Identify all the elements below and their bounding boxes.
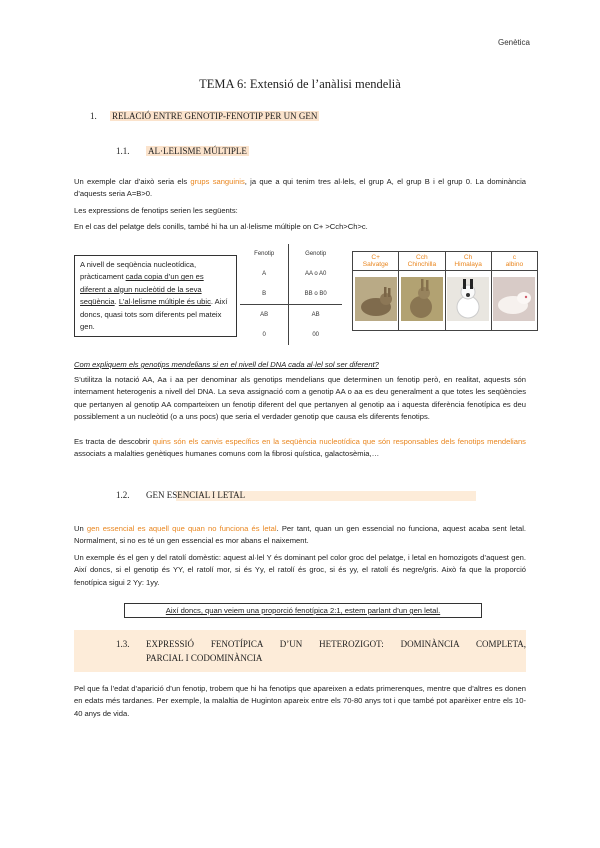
section-1-2-label: GEN ESENCIAL I LETAL bbox=[146, 490, 246, 500]
albino-rabbit-photo bbox=[491, 271, 537, 331]
phen-allele: Cch bbox=[416, 254, 428, 261]
section-1-2-number: 1.2. bbox=[116, 490, 130, 500]
phen-col-wild bbox=[353, 252, 399, 271]
question-heading: Com expliquem els genotips mendelians si en el nivell del DNA cada al·lel sol ser diferent? bbox=[74, 360, 379, 369]
box-text-c: . bbox=[114, 297, 119, 307]
box-text-a: A nivell de seqüència nucleotídica, pràcticament bbox=[80, 260, 197, 282]
section-1-3-label-line2: PARCIAL I CODOMINÀNCIA bbox=[146, 653, 263, 663]
conclusion-box bbox=[124, 603, 482, 618]
phen-col-himalaya bbox=[445, 252, 491, 271]
p5-text-a: Es tracta de descobrir bbox=[74, 437, 153, 446]
paragraph-expressions: Les expressions de fenotips serien les següents: bbox=[74, 206, 238, 215]
note-box-multiple-allelism bbox=[74, 255, 237, 337]
section-1-1-label: AL·LELISME MÚLTIPLE bbox=[148, 146, 247, 156]
phen-col-albino bbox=[491, 252, 537, 271]
box-text-e: . Així doncs, quasi tots som diferents pel mateix gen. bbox=[80, 297, 228, 332]
phen-name: albino bbox=[505, 261, 524, 268]
paragraph-mouse-example: Un exemple és el gen y del ratolí domèstic: aquest al·lel Y és dominant pel color groc del pelatge, i letal en homozigots d’aquest gen. Així doncs, si el genotip és YY, el ratolí mor, si és Yy, el ratolí és groc, si és yy, el ratolí és negre/gris. Això fa que la proporció fenotípica sigui 2 Yy: 1yy. bbox=[74, 553, 526, 587]
p5-text-c: associats a malalties genètiques humanes comuns com la fibrosi quística, galactosèmia,… bbox=[74, 449, 380, 459]
wild-rabbit-photo bbox=[353, 271, 399, 331]
himalayan-rabbit-photo bbox=[445, 271, 491, 331]
genotable-cell: AA o A0 bbox=[304, 271, 327, 277]
section-1-3-label-line1: EXPRESSIÓ FENOTÍPICA D’UN HETEROZIGOT: DOMINÀNCIA COMPLETA, bbox=[146, 639, 526, 649]
section-1-1-number: 1.1. bbox=[116, 146, 130, 156]
albino-rabbit-icon bbox=[493, 277, 535, 321]
page-title: TEMA 6: Extensió de l’anàlisi mendelià bbox=[199, 77, 401, 91]
phen-name: Himalaya bbox=[454, 261, 482, 268]
genotable-header-phenotype: Fenotip bbox=[240, 244, 289, 264]
genotable-cell: AB bbox=[240, 305, 289, 326]
p6-text-c: . Per tant, quan un gen essencial no funciona, aquest acaba sent letal. Normalment, si no es té un gen essencial es mor abans el naixement. bbox=[74, 524, 526, 546]
p6-text-a: Un bbox=[74, 524, 87, 533]
p1-text-c: , ja que a qui tenim tres al·lels, el grup A, el grup B i el grup 0. La dominància d’aquests seria A=B>0. bbox=[74, 177, 526, 199]
himalayan-rabbit-icon bbox=[447, 277, 489, 321]
genotable-header-genotype: Genotip bbox=[305, 251, 327, 257]
phen-name: Chinchilla bbox=[407, 261, 437, 268]
section-1-3-heading bbox=[116, 637, 526, 665]
paragraph-discover bbox=[74, 436, 526, 461]
paragraph-rabbit-fur: En el cas del pelatge dels conills, també hi ha un al·lelisme múltiple on C+ >Cch>Ch>c. bbox=[74, 222, 368, 231]
section-1-label: RELACIÓ ENTRE GENOTIP-FENOTIP PER UN GEN bbox=[112, 111, 318, 121]
section-1-3-number: 1.3. bbox=[116, 639, 130, 649]
p1-text-a: Un exemple clar d’això seria els bbox=[74, 177, 191, 186]
wild-rabbit-icon bbox=[355, 277, 397, 321]
conclusion-text: Així doncs, quan veiem una proporció fenotípica 2:1, estem parlant d’un gen letal. bbox=[165, 606, 441, 615]
genotable-cell: 00 bbox=[312, 332, 319, 338]
paragraph-blood-groups bbox=[74, 176, 526, 201]
genotable-cell: BB o B0 bbox=[304, 291, 327, 297]
section-1-1-heading bbox=[116, 146, 249, 156]
paragraph-essential-gene bbox=[74, 523, 526, 548]
chinchilla-rabbit-photo bbox=[399, 271, 445, 331]
genotable-cell: AB bbox=[289, 305, 342, 326]
genotable-cell: A bbox=[240, 264, 289, 284]
rabbit-phenotype-table bbox=[352, 251, 538, 331]
genotable-cell: B bbox=[240, 284, 289, 305]
phen-name: Salvatge bbox=[362, 261, 389, 268]
chinchilla-rabbit-icon bbox=[401, 277, 443, 321]
phen-allele: c bbox=[512, 254, 517, 261]
paragraph-age-onset: Pel que fa l’edat d’aparició d’un fenotip, trobem que hi ha fenotips que apareixen a edats primerenques, mentre que d’altres es donen en edats més tardanes. Per exemple, la malaltia de Huginton apareix entre els 70-80 anys tot i que també pot aparèixer entre els 10-40 anys de vida. bbox=[74, 684, 526, 718]
paragraph-notation: S’utilitza la notació AA, Aa i aa per denominar als genotips mendelians que determinen un fenotip però, en realitat, aquests són internament heterogenis a nivell del DNA. La seva assignació com a genotip AA o aa es deu generalment a que totes les seqüències que pertanyen al genotip AA comparteixen un fenotip diferent del que pertanyen al genotip aa i aquesta diferència fenotípica es deu possiblement a un nucleòtid (o a uns pocs) que seria el verdader genotip que causa els diferents fenotips. bbox=[74, 375, 526, 422]
genotype-table bbox=[240, 244, 342, 345]
box-underline-d: L’al·lelisme múltiple és ubic bbox=[118, 297, 211, 307]
section-1-number: 1. bbox=[90, 111, 97, 121]
box-underline-b: cada copia d’un gen es diferent a algun nucleòtid de la seva seqüència bbox=[80, 272, 204, 307]
p1-highlight: grups sanguinis bbox=[190, 177, 245, 186]
p6-highlight: gen essencial es aquell que quan no funciona és letal bbox=[86, 524, 277, 533]
genotable-cell: 0 bbox=[240, 325, 289, 345]
p5-highlight: quins són els canvis específics en la seqüència nucleotídica que són responsables dels fenotips mendelians bbox=[152, 437, 526, 446]
section-1-heading bbox=[90, 111, 319, 121]
phen-allele: C+ bbox=[371, 254, 380, 261]
phen-col-chinchilla bbox=[399, 252, 445, 271]
phen-allele: Ch bbox=[463, 254, 473, 261]
header-subject: Genètica bbox=[497, 38, 530, 47]
